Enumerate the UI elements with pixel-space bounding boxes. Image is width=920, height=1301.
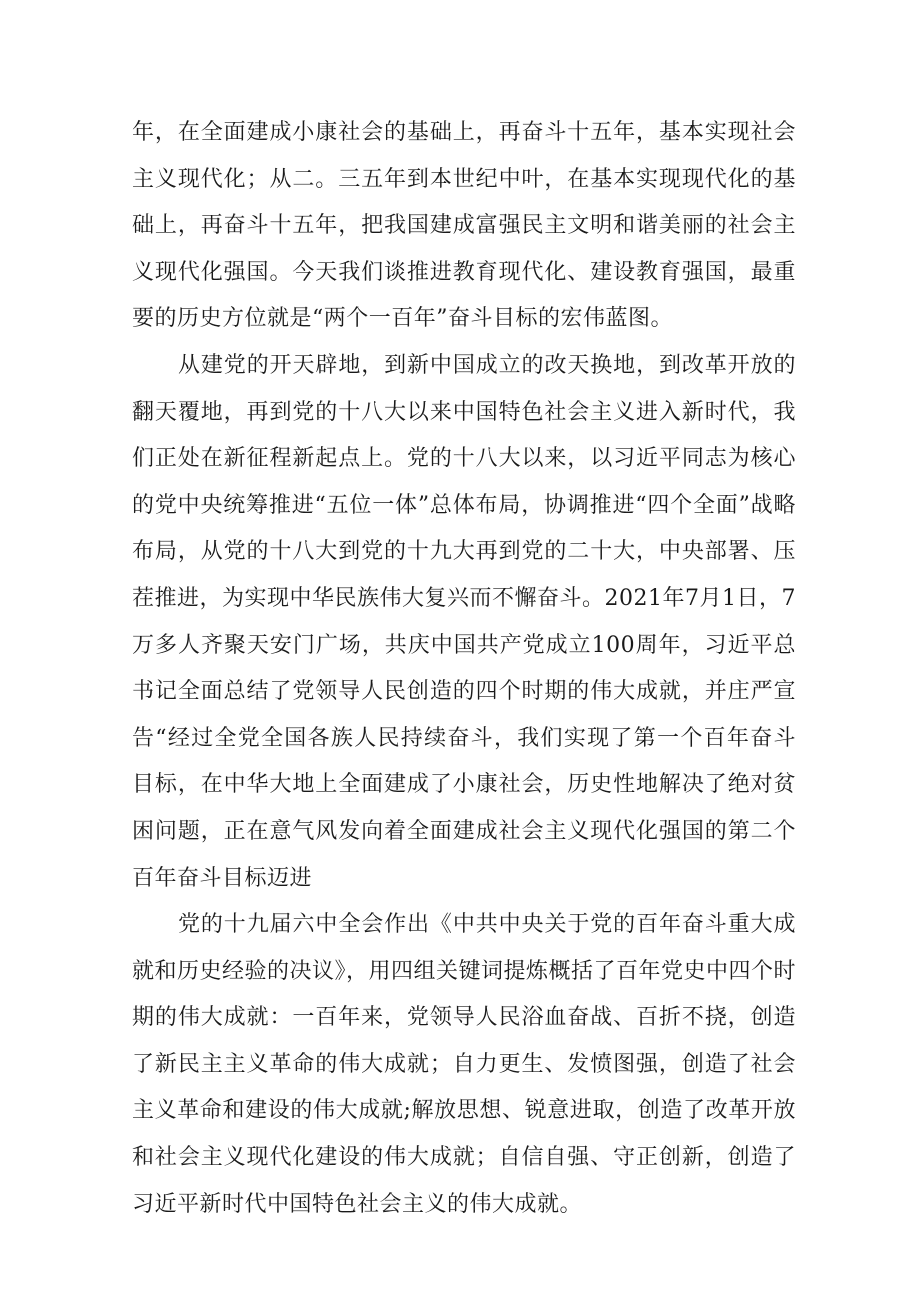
paragraph-3: 党的十九届六中全会作出《中共中央关于党的百年奋斗重大成就和历史经验的决议》，用四组关键词提炼概括了百年党史中四个时期的伟大成就：一百年来，党领导人民浴血奋战、百折不挠，创造了新民主主义革命的伟大成就；自力更生、发愤图强，创造了社会主义革命和建设的伟大成就;解放思想、锐意进取，创造了改革开放和社会主义现代化建设的伟大成就；自信自强、守正创新，创造了习近平新时代中国特色社会主义的伟大成就。 xyxy=(132,912,797,1217)
paragraph-1: 年，在全面建成小康社会的基础上，再奋斗十五年，基本实现社会主义现代化；从二。三五年到本世纪中叶，在基本实现现代化的基础上，再奋斗十五年，把我国建成富强民主文明和谐美丽的社会主义现代化强国。今天我们谈推进教育现代化、建设教育强国，最重要的历史方位就是“两个一百年”奋斗目标的宏伟蓝图。 xyxy=(132,120,796,332)
body-text xyxy=(132,110,796,1228)
paragraph-2: 从建党的开天辟地，到新中国成立的改天换地，到改革开放的翻天覆地，再到党的十八大以来中国特色社会主义进入新时代，我们正处在新征程新起点上。党的十八大以来，以习近平同志为核心的党中央统筹推进“五位一体”总体布局，协调推进“四个全面”战略布局，从党的十八大到党的十九大再到党的二十大，中央部署、压茬推进，为实现中华民族伟大复兴而不懈奋斗。2021年7月1日，7万多人齐聚天安门广场，共庆中国共产党成立100周年，习近平总书记全面总结了党领导人民创造的四个时期的伟大成就，并庄严宣告“经过全党全国各族人民持续奋斗，我们实现了第一个百年奋斗目标，在中华大地上全面建成了小康社会，历史性地解决了绝对贫困问题，正在意气风发向着全面建成社会主义现代化强国的第二个百年奋斗目标迈进 xyxy=(132,352,796,891)
